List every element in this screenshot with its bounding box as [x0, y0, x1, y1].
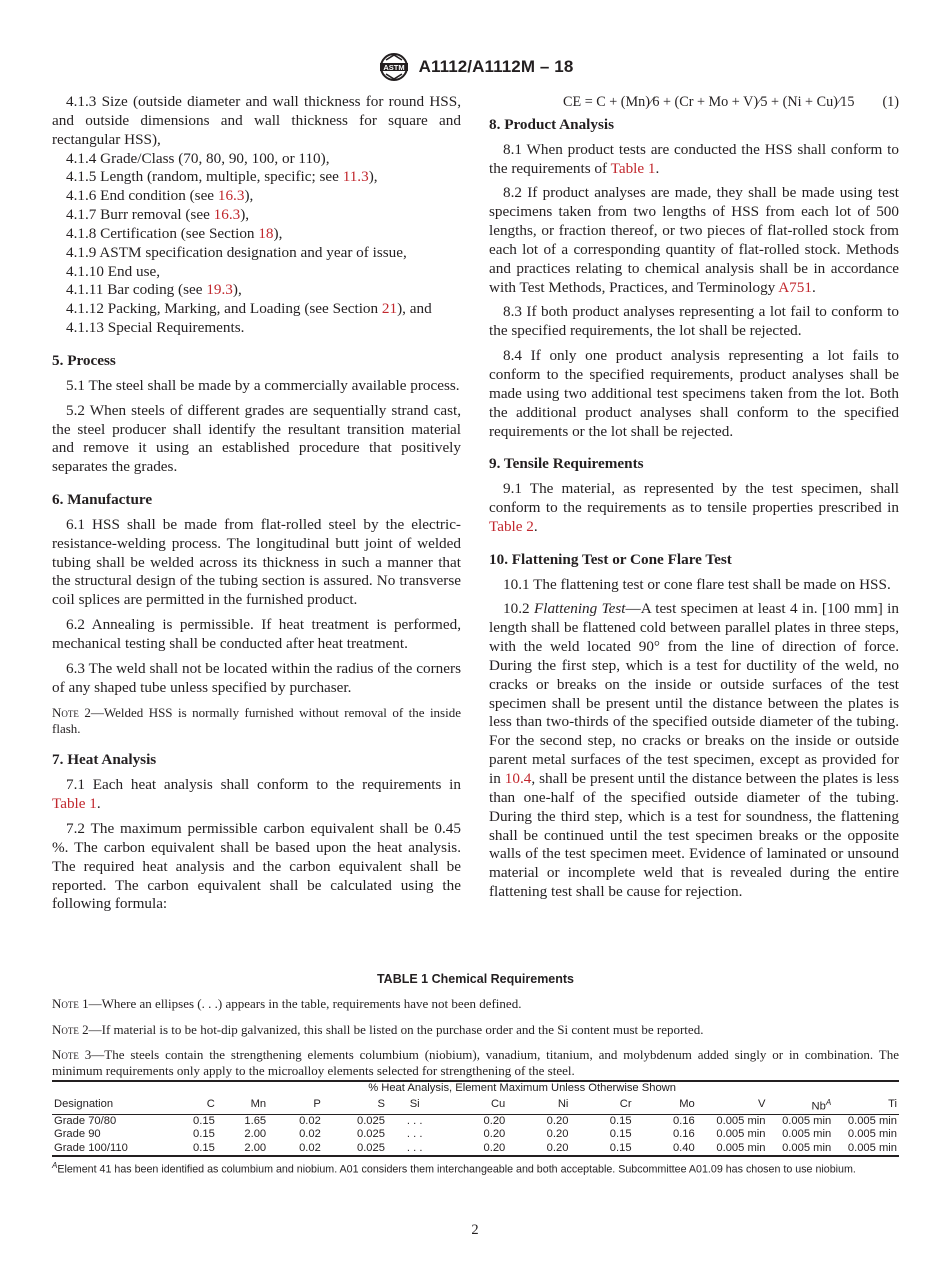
- table-cell: 0.005 min: [768, 1142, 834, 1157]
- item-text: ),: [368, 168, 378, 186]
- item-4-1-3: 4.1.3 Size (outside diameter and wall thickness for round HSS, and outside dimensions and wall thickness for square and rectangular HSS),: [52, 93, 461, 148]
- note-label: Note: [52, 996, 79, 1011]
- table-column-header-row: [52, 1096, 899, 1115]
- col-header: C: [145, 1096, 217, 1115]
- col-header: S: [323, 1096, 387, 1115]
- table-note-1: [52, 996, 899, 1012]
- para-5-1: 5.1 The steel shall be made by a commercially available process.: [66, 376, 460, 394]
- col-header: Mn: [217, 1096, 268, 1115]
- note-label: Note: [52, 705, 79, 721]
- table-cell: 0.16: [672, 1128, 695, 1141]
- table-note-2: [52, 1022, 899, 1038]
- table-cell: 0.005 min: [697, 1142, 768, 1157]
- para-text: , shall be present until the distance between the plates is less than one-half of the specified outside diameter of the tubing. During the third step, which is a test for soundness, the flattening shall be continued until the test specimen breaks or the opposite walls of the test specimen meet. Evidence of laminated or unsound material or incomplete weld that is revealed during the entire flattening test shall be cause for rejection.: [489, 770, 899, 901]
- table-cell: 0.16: [672, 1114, 695, 1127]
- section-10-heading: 10. Flattening Test or Cone Flare Test: [489, 550, 732, 568]
- para-6-3: 6.3 The weld shall not be located within the radius of the corners of any shaped tube unless specified by purchaser.: [52, 659, 461, 696]
- link-16-3[interactable]: 16.3: [217, 187, 245, 205]
- table-title: TABLE 1 Chemical Requirements: [376, 972, 575, 986]
- table-cell: 0.20: [546, 1128, 569, 1141]
- note-label: Note: [52, 1047, 79, 1062]
- table-cell: Grade 100/110: [52, 1142, 145, 1157]
- right-column: [489, 93, 899, 908]
- table-cell: 0.025: [323, 1142, 387, 1157]
- table-cell: 0.15: [609, 1114, 632, 1127]
- footnote-text: Element 41 has been identified as columbium and niobium. A01 considers them interchangeable and both acceptable. Subcommittee A01.09 has chosen to use niobium.: [57, 1163, 856, 1176]
- table-cell: 0.005 min: [833, 1142, 899, 1157]
- page-header: [0, 52, 950, 82]
- para-text: .: [96, 795, 101, 813]
- para-5-2: 5.2 When steels of different grades are sequentially strand cast, the steel producer shall identify the resultant transition material and remove it using an established procedure that positively separates the grades.: [52, 401, 461, 476]
- para-8-3: 8.3 If both product analyses representing a lot fail to conform to the specified requirements, the lot shall be rejected.: [489, 303, 899, 340]
- para-text: .: [655, 159, 660, 177]
- item-text: ), and: [397, 300, 432, 318]
- col-header: P: [268, 1096, 323, 1115]
- note-2: [52, 705, 461, 737]
- col-header: Cr: [570, 1096, 633, 1115]
- table-note-3: [52, 1047, 899, 1078]
- col-header: Si: [387, 1096, 442, 1115]
- standard-designation: A1112/A1112M – 18: [418, 57, 574, 76]
- table-group-header: % Heat Analysis, Element Maximum Unless Otherwise Shown: [145, 1081, 899, 1096]
- col-header-nb: Nb: [811, 1100, 826, 1113]
- table-cell: 0.20: [483, 1114, 506, 1127]
- note-text: 1—Where an ellipses (. . .) appears in the table, requirements have not been defined.: [78, 996, 522, 1011]
- item-text: ),: [273, 224, 283, 242]
- para-italic-title: Flattening Test: [533, 600, 626, 618]
- table-cell: 0.20: [442, 1142, 507, 1157]
- col-header: Ni: [507, 1096, 570, 1115]
- para-text: 8.2 If product analyses are made, they shall be made using test specimens taken from two lengths of HSS from each lot of 500 lengths, or fraction thereof, or two pieces of flat-rolled stock from each lot of a corresponding quantity of flat-rolled stock. Methods and practices relating to chemical analysis shall be in accordance with Test Methods, Practices, and Terminology: [489, 184, 899, 296]
- note-label: Note: [52, 1021, 79, 1037]
- table-cell: 1.65: [244, 1114, 267, 1127]
- link-table-1-b[interactable]: Table 1: [610, 159, 656, 177]
- item-text: 4.1.6 End condition (see: [66, 187, 218, 205]
- para-10-2: [489, 600, 899, 902]
- link-table-2[interactable]: Table 2: [489, 517, 534, 535]
- item-4-1-12: [52, 300, 461, 319]
- table-row: [52, 1114, 899, 1128]
- col-header: V: [697, 1096, 768, 1115]
- table-cell: 0.005 min: [716, 1128, 766, 1141]
- para-7-2: 7.2 The maximum permissible carbon equivalent shall be 0.45 %. The carbon equivalent shall be based upon the heat analysis. The required heat analysis and the carbon equivalent shall be reported. The carbon equivalent shall be calculated using the following formula:: [52, 820, 461, 913]
- para-number: 10.2: [503, 600, 534, 618]
- link-10-4[interactable]: 10.4: [504, 770, 532, 787]
- item-text: ),: [240, 206, 250, 224]
- item-text: 4.1.8 Certification (see Section: [66, 224, 259, 242]
- carbon-equivalent-formula: [489, 93, 899, 112]
- para-text: 7.1 Each heat analysis shall conform to the requirements in: [66, 776, 461, 794]
- footnote-marker: A: [52, 1161, 58, 1171]
- table-cell: 0.025: [356, 1114, 385, 1127]
- table-group-header-row: [52, 1081, 899, 1096]
- link-11-3[interactable]: 11.3: [342, 168, 369, 186]
- item-4-1-10: 4.1.10 End use,: [66, 262, 161, 280]
- table-cell: 0.40: [634, 1142, 697, 1157]
- col-header: Cu: [442, 1096, 507, 1115]
- svg-text:ASTM: ASTM: [382, 63, 405, 72]
- item-4-1-8: [52, 225, 461, 244]
- section-6-heading: 6. Manufacture: [52, 491, 153, 509]
- item-text: ),: [232, 281, 242, 299]
- item-text: 4.1.11 Bar coding (see: [66, 281, 207, 299]
- link-table-1[interactable]: Table 1: [52, 795, 97, 813]
- item-4-1-7: [52, 206, 461, 225]
- item-4-1-11: [52, 281, 461, 300]
- section-7-heading: 7. Heat Analysis: [52, 751, 157, 769]
- item-4-1-5: [52, 168, 461, 187]
- table-cell: Grade 90: [54, 1128, 101, 1141]
- para-6-1: 6.1 HSS shall be made from flat-rolled steel by the electric-resistance-welding process. The longitudinal butt joint of welded tubing shall be welded across its thickness in such a manner that the structural design of the tubing section is assured. No transverse coil splices are permitted in the furnished product.: [52, 515, 461, 609]
- table-cell: 0.20: [546, 1114, 569, 1127]
- para-8-4: 8.4 If only one product analysis representing a lot fails to conform to the specified requirements, product analyses shall be made using two additional test specimens taken from the lot. Both the additional product analyses shall conform to the specified requirements or the lot shall be rejected.: [489, 347, 899, 440]
- table-body: [52, 1114, 899, 1156]
- table-cell: 0.005 min: [782, 1114, 832, 1127]
- table-cell: 0.15: [145, 1142, 217, 1157]
- item-text: 4.1.5 Length (random, multiple, specific; see: [66, 168, 343, 186]
- table-1-block: [52, 972, 899, 1176]
- table-cell: 0.005 min: [716, 1114, 766, 1127]
- para-text: .: [533, 517, 538, 535]
- table-cell: 0.02: [268, 1142, 323, 1157]
- item-text: 4.1.7 Burr removal (see: [66, 206, 214, 224]
- table-cell: 0.025: [356, 1128, 385, 1141]
- item-4-1-13: 4.1.13 Special Requirements.: [66, 319, 245, 337]
- table-cell: . . .: [387, 1142, 442, 1157]
- para-text: .: [811, 278, 816, 296]
- link-section-18[interactable]: 18: [258, 224, 274, 242]
- para-text: 9.1 The material, as represented by the test specimen, shall conform to the requirements as to tensile properties prescribed in: [489, 480, 899, 517]
- para-8-1: [489, 141, 899, 179]
- astm-logo-icon: [377, 52, 411, 82]
- footnote-marker: A: [825, 1097, 832, 1107]
- col-header: Designation: [52, 1096, 145, 1115]
- table-cell: 0.20: [507, 1142, 570, 1157]
- table-cell: 0.15: [193, 1128, 215, 1141]
- item-4-1-9: 4.1.9 ASTM specification designation and year of issue,: [66, 243, 407, 261]
- table-cell: 0.005 min: [847, 1128, 897, 1141]
- para-8-2: [489, 184, 899, 297]
- equation-number: (1): [882, 94, 899, 110]
- table-footnote: [52, 1161, 899, 1176]
- col-header: Mo: [634, 1096, 697, 1115]
- table-cell: 2.00: [217, 1142, 268, 1157]
- table-row: [52, 1142, 899, 1157]
- note-text: 3—The steels contain the strengthening elements columbium (niobium), vanadium, titanium, and molybdenum added singly or in combination. The minimum requirements only apply to the microalloy elements selected for strengthening of the steel.: [52, 1047, 899, 1078]
- note-text: 2—If material is to be hot-dip galvanized, this shall be listed on the purchase order and the Si content must be reported.: [78, 1021, 704, 1037]
- para-text: 8.1 When product tests are conducted the HSS shall conform to the requirements of: [489, 140, 899, 177]
- table-cell: 0.20: [483, 1128, 506, 1141]
- col-header: Ti: [833, 1096, 899, 1115]
- table-cell: 2.00: [244, 1128, 267, 1141]
- link-section-21[interactable]: 21: [381, 300, 398, 318]
- table-cell: . . .: [406, 1128, 423, 1141]
- section-8-heading: 8. Product Analysis: [489, 115, 615, 133]
- chemical-requirements-table: [52, 1080, 899, 1157]
- table-cell: 0.005 min: [847, 1114, 897, 1127]
- para-6-2: 6.2 Annealing is permissible. If heat treatment is performed, mechanical testing shall be conducted after heat treatment.: [52, 616, 461, 652]
- section-9-heading: 9. Tensile Requirements: [489, 455, 644, 473]
- table-cell: 0.005 min: [782, 1128, 832, 1141]
- link-16-3-b[interactable]: 16.3: [213, 206, 241, 224]
- section-5-heading: 5. Process: [52, 351, 116, 369]
- table-cell: . . .: [406, 1114, 423, 1127]
- link-19-3[interactable]: 19.3: [206, 281, 233, 299]
- para-text: —A test specimen at least 4 in. [100 mm] in length shall be flattened cold between parallel plates in three steps, with the weld located 90° from the line of direction of force. During the first step, which is a test for ductility of the weld, no cracks or breaks on the inside or outside surfaces of the test specimen shall be present until the distance between the plates is less than two-thirds of the specified outside diameter of the tubing. For the second step, no cracks or breaks on the inside or outside parent metal surfaces of the test specimen, except as provided for in: [489, 600, 899, 787]
- item-4-1-4: 4.1.4 Grade/Class (70, 80, 90, 100, or 110),: [66, 149, 330, 167]
- item-4-1-6: [52, 187, 461, 206]
- para-7-1: [52, 776, 461, 814]
- table-cell: Grade 70/80: [54, 1114, 117, 1127]
- col-header: [768, 1096, 834, 1115]
- table-cell: 0.02: [299, 1114, 321, 1127]
- item-text: ),: [244, 187, 254, 205]
- table-cell: 0.02: [299, 1128, 321, 1141]
- table-header-blank: [52, 1081, 145, 1096]
- para-9-1: [489, 480, 899, 537]
- note-text: 2—Welded HSS is normally furnished without removal of the inside flash.: [52, 705, 461, 737]
- link-a751[interactable]: A751: [778, 278, 812, 296]
- formula-text: CE = C + (Mn)⁄6 + (Cr + Mo + V)⁄5 + (Ni + Cu)⁄15: [563, 94, 855, 110]
- page-number: 2: [471, 1222, 479, 1238]
- table-cell: 0.15: [193, 1114, 215, 1127]
- para-10-1: 10.1 The flattening test or cone flare test shall be made on HSS.: [503, 575, 891, 593]
- item-text: 4.1.12 Packing, Marking, and Loading (see Section: [66, 300, 382, 318]
- table-cell: 0.15: [609, 1128, 632, 1141]
- table-row: [52, 1128, 899, 1142]
- left-column: [52, 93, 461, 920]
- table-cell: 0.15: [570, 1142, 633, 1157]
